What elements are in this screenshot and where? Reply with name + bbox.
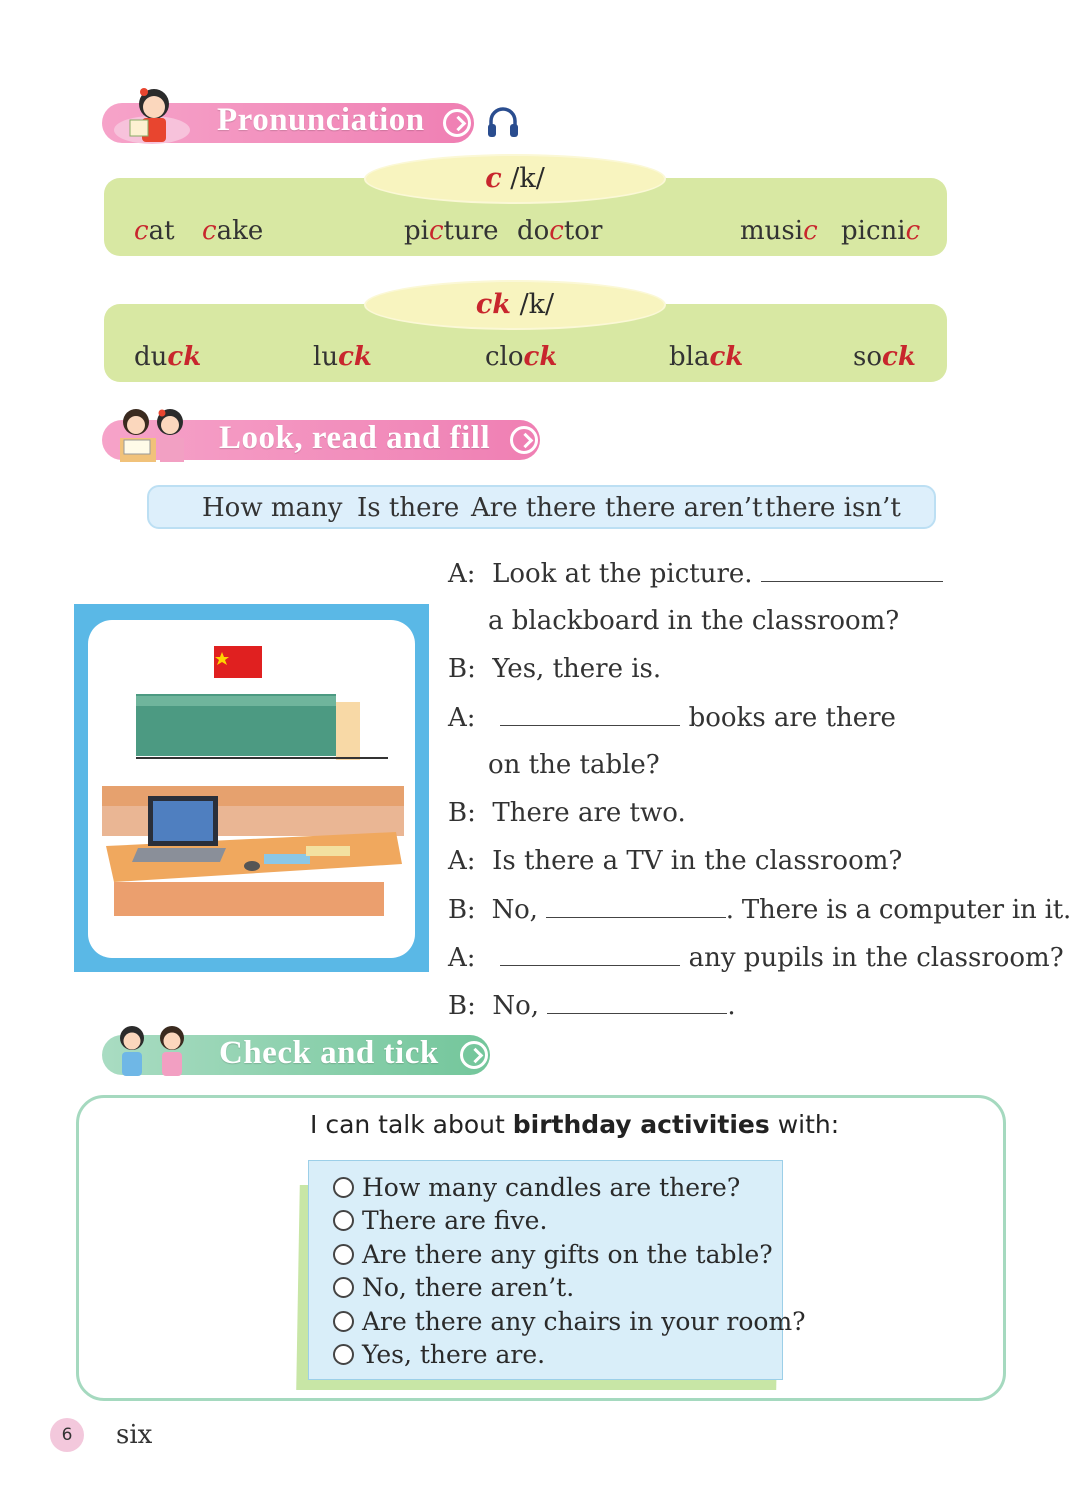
answer-blank[interactable] <box>547 990 727 1014</box>
word-picnic: picnic <box>841 216 921 246</box>
check-and-tick-title: Check and tick <box>219 1035 439 1071</box>
check-option[interactable]: There are five. <box>333 1206 547 1235</box>
classroom-illustration <box>96 636 414 936</box>
dialogue-line: a blackboard in the classroom? <box>488 606 900 636</box>
radio-circle-icon[interactable] <box>333 1210 354 1231</box>
check-option[interactable]: Are there any gifts on the table? <box>333 1240 773 1269</box>
headphones-icon[interactable] <box>485 104 521 140</box>
dialogue-line: B: Yes, there is. <box>448 654 662 684</box>
word-cat: cat <box>134 216 175 246</box>
classroom-picture-frame <box>74 604 429 972</box>
answer-blank[interactable] <box>500 942 680 966</box>
dialogue-line: on the table? <box>488 750 660 780</box>
word-music: music <box>740 216 818 246</box>
check-option[interactable]: No, there aren’t. <box>333 1273 574 1302</box>
check-option[interactable]: Are there any chairs in your room? <box>333 1307 806 1336</box>
word-bank-item: there aren’t <box>605 493 763 523</box>
look-read-fill-title: Look, read and fill <box>219 420 491 456</box>
check-and-tick-arrow-icon[interactable] <box>460 1041 488 1069</box>
children-waving-illustration <box>110 1022 200 1080</box>
word-bank-item: there isn’t <box>765 493 901 523</box>
children-reading-illustration <box>112 404 202 464</box>
radio-circle-icon[interactable] <box>333 1311 354 1332</box>
word-picture: picture <box>404 216 499 246</box>
word-bank-item: How many <box>202 493 343 523</box>
dialogue-line: B: There are two. <box>448 798 686 828</box>
page-number: 6 <box>50 1418 84 1452</box>
radio-circle-icon[interactable] <box>333 1277 354 1298</box>
dialogue-line: A: any pupils in the classroom? <box>448 943 1064 973</box>
word-cake: cake <box>202 216 264 246</box>
word-sock: sock <box>853 342 916 372</box>
radio-circle-icon[interactable] <box>333 1344 354 1365</box>
word-bank-item: Are there <box>471 493 597 523</box>
radio-circle-icon[interactable] <box>333 1177 354 1198</box>
phonics-oval-ck <box>366 282 664 328</box>
word-black: black <box>669 342 744 372</box>
radio-circle-icon[interactable] <box>333 1244 354 1265</box>
word-luck: luck <box>313 342 372 372</box>
dialogue-line: A: books are there <box>448 703 896 733</box>
answer-blank[interactable] <box>761 558 943 582</box>
grapheme-c: c <box>485 163 502 194</box>
pronunciation-arrow-icon[interactable] <box>443 109 471 137</box>
dialogue-line: B: No, . There is a computer in it. <box>448 895 1072 925</box>
dialogue-line: A: Look at the picture. <box>448 558 943 589</box>
pronunciation-title: Pronunciation <box>217 102 425 138</box>
dialogue-line: B: No, . <box>448 991 736 1021</box>
grapheme-ck: ck <box>475 289 511 320</box>
word-clock: clock <box>485 342 558 372</box>
check-intro-text: I can talk about birthday activities with: <box>310 1110 840 1139</box>
word-bank <box>147 485 936 529</box>
word-doctor: doctor <box>517 216 603 246</box>
phonics-oval-c <box>366 156 664 202</box>
page-number-word: six <box>116 1420 153 1450</box>
phoneme-c: /k/ <box>501 163 545 194</box>
word-duck: duck <box>134 342 202 372</box>
check-option[interactable]: How many candles are there? <box>333 1173 740 1202</box>
look-read-fill-arrow-icon[interactable] <box>510 426 538 454</box>
word-bank-item: Is there <box>357 493 460 523</box>
dialogue-line: A: Is there a TV in the classroom? <box>448 846 903 876</box>
answer-blank[interactable] <box>500 702 680 726</box>
phoneme-ck: /k/ <box>511 289 555 320</box>
girl-reading-illustration <box>106 82 202 148</box>
answer-blank[interactable] <box>546 894 726 918</box>
check-option[interactable]: Yes, there are. <box>333 1340 545 1369</box>
